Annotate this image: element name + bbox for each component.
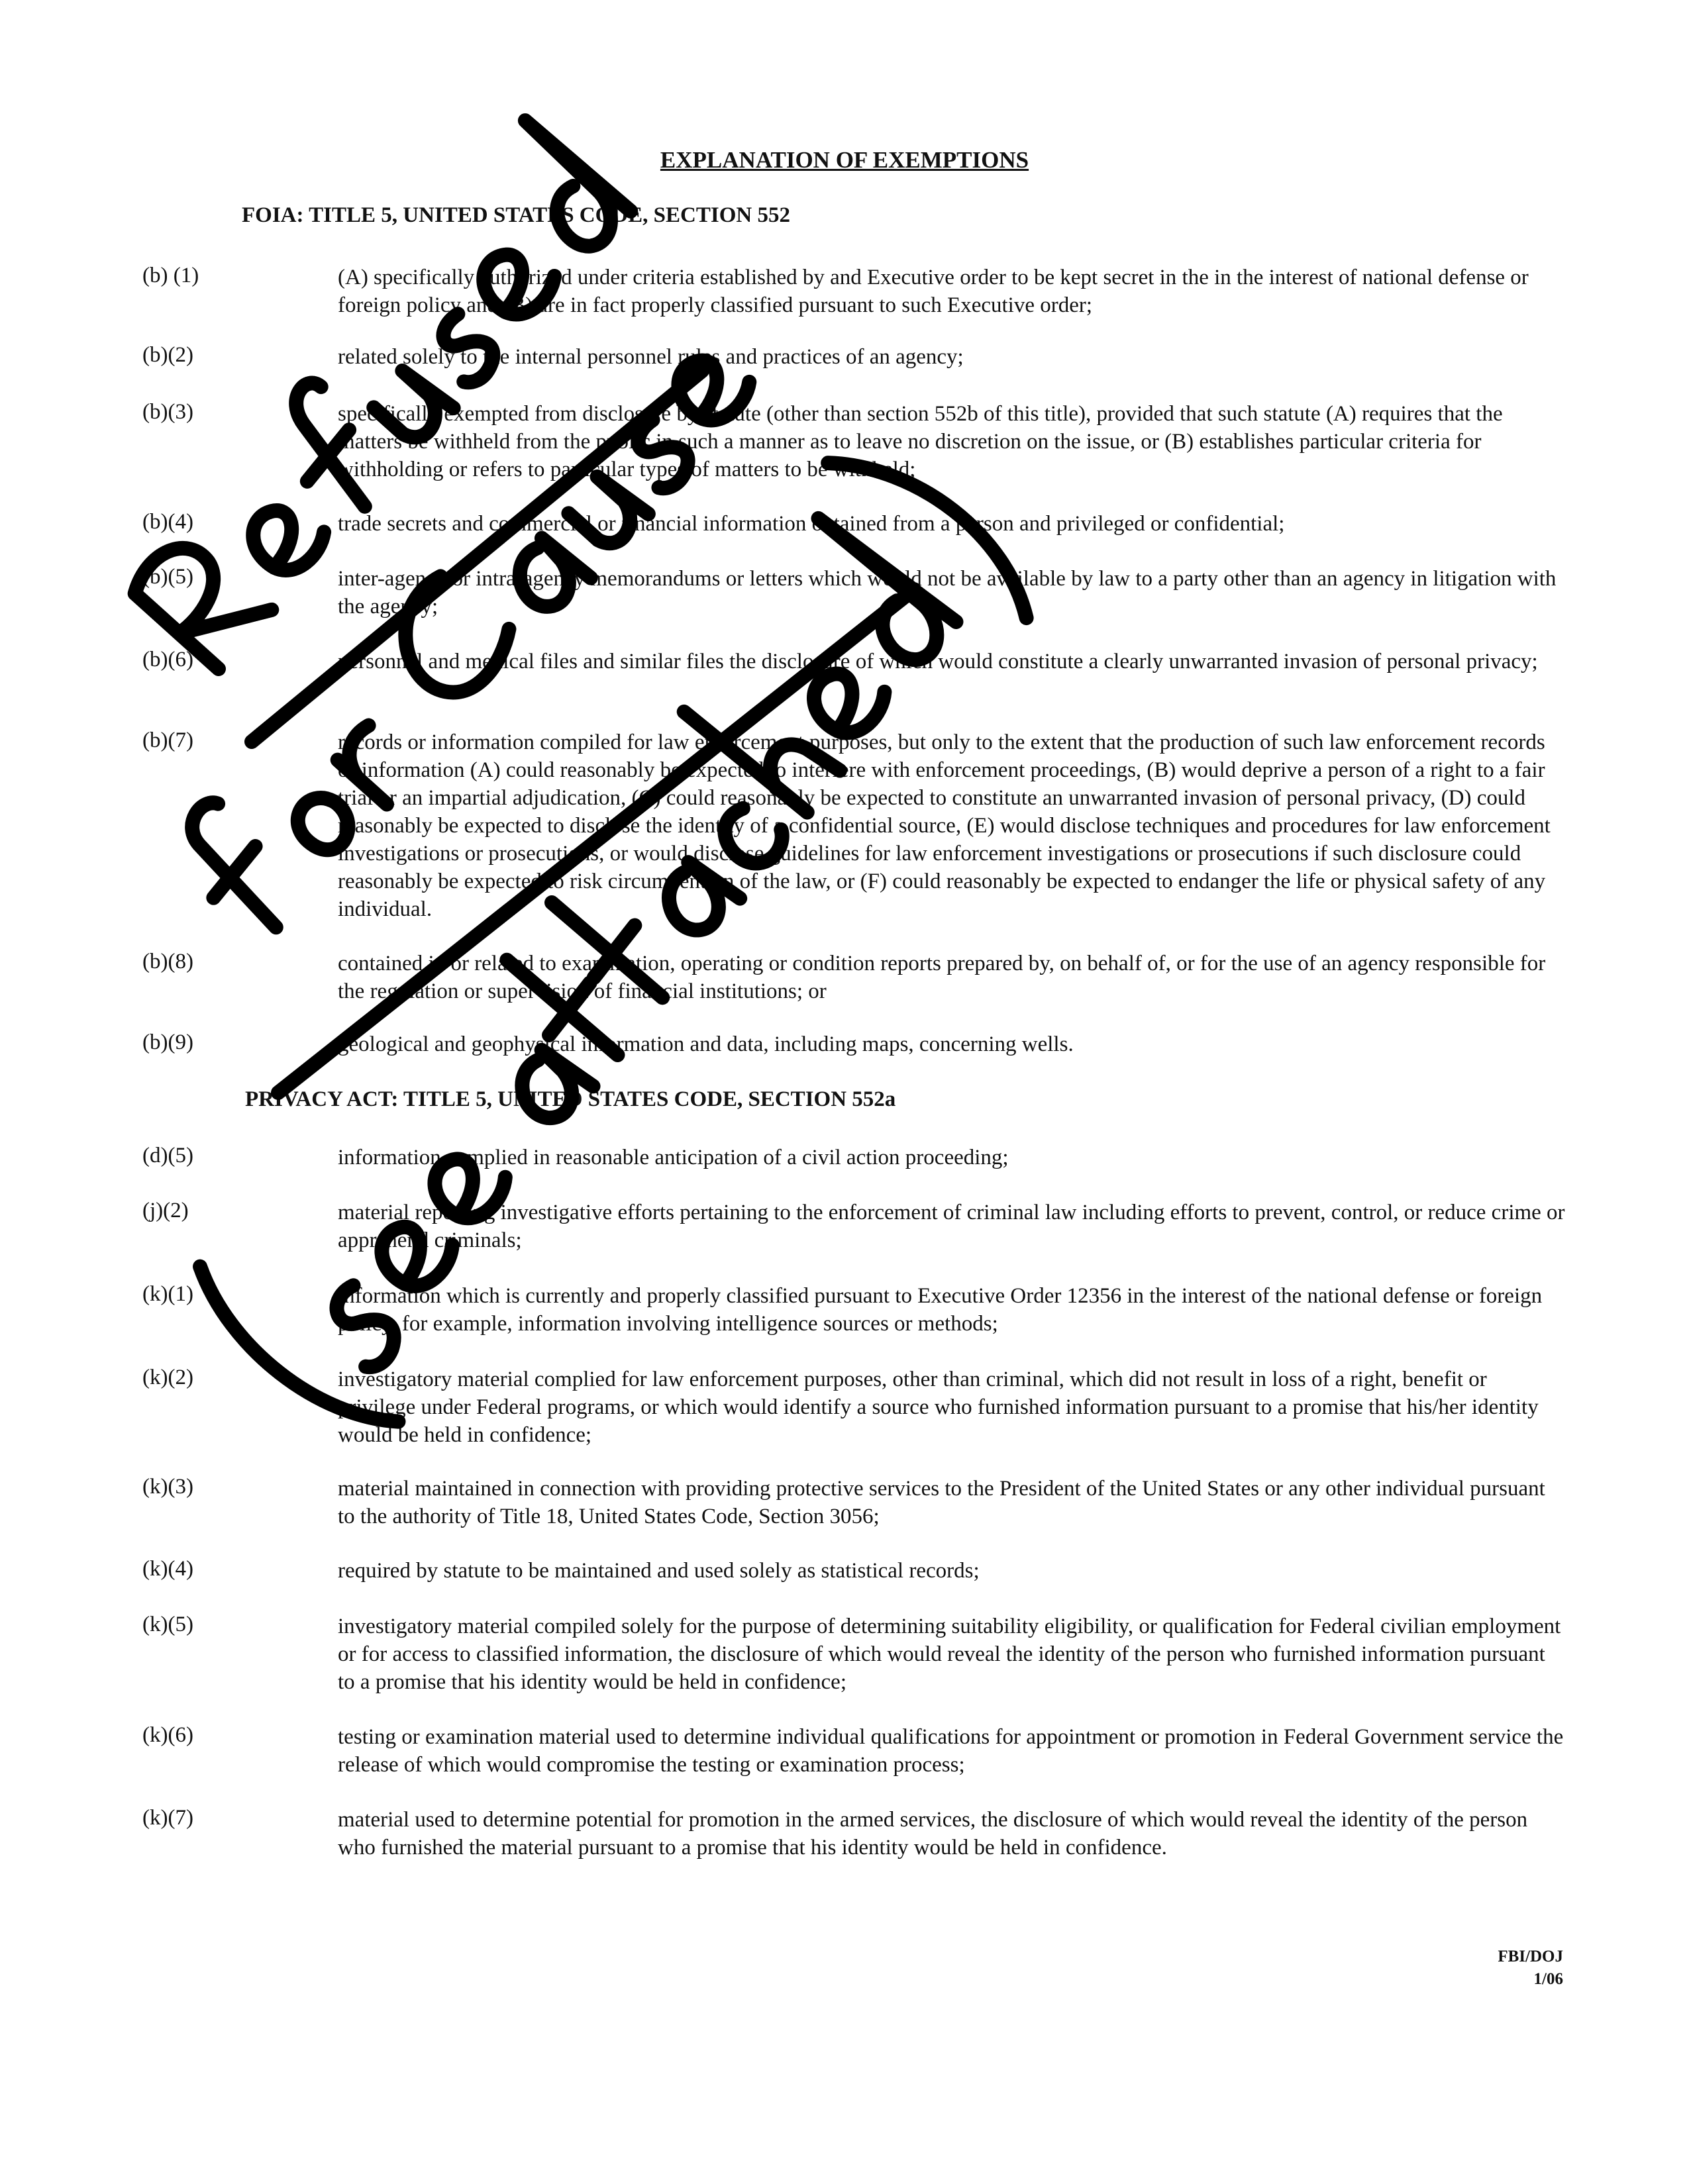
exemption-text: material reporting investigative efforts pertaining to the enforcement of criminal law including efforts to prevent, control, or reduce crime or apprehend criminals; <box>338 1201 1565 1252</box>
exemption-code: (k)(4) <box>142 1557 193 1581</box>
foia-heading: FOIA: TITLE 5, UNITED STATES CODE, SECTION 552 <box>242 203 790 227</box>
exemption-code: (k)(5) <box>142 1613 193 1636</box>
exemption-code: (k)(2) <box>142 1365 193 1389</box>
exemption-code: (d)(5) <box>142 1144 193 1167</box>
exemption-code: (b)(4) <box>142 510 193 534</box>
exemption-code: (b)(7) <box>142 728 193 752</box>
document-title: EXPLANATION OF EXEMPTIONS <box>660 147 1029 173</box>
exemption-text: testing or examination material used to determine individual qualifications for appointment or promotion in Federal Government service the release of which would compromise the testing or examination process; <box>338 1725 1564 1777</box>
exemption-text: information which is currently and properly classified pursuant to Executive Order 12356 in the interest of the national defense or foreign policy, for example, information involving intelligence sources or methods; <box>338 1284 1543 1336</box>
exemption-code: (b)(2) <box>142 343 193 367</box>
exemption-text: inter-agency or intra-agency memorandums or letters which would not be available by law to a party other than an agency in litigation with the agency; <box>338 567 1557 619</box>
exemption-code: (k)(7) <box>142 1806 193 1830</box>
form-footer <box>1498 1946 1563 1991</box>
exemption-text: contained in or related to examination, operating or condition reports prepared by, on behalf of, or for the use of an agency responsible for the regulation or supervision of financial institutions; or <box>338 952 1546 1003</box>
exemption-text: information complied in reasonable anticipation of a civil action proceeding; <box>338 1146 1009 1169</box>
exemption-code: (b)(8) <box>142 950 193 973</box>
exemption-text: personnel and medical files and similar files the disclosure of which would constitute a clearly unwarranted invasion of personal privacy; <box>338 650 1538 673</box>
exemption-text: material maintained in connection with providing protective services to the President of the United States or any other individual pursuant to the authority of Title 18, United States Code, Section 3056; <box>338 1477 1545 1528</box>
exemption-code: (b)(3) <box>142 400 193 424</box>
footer-agency: FBI/DOJ <box>1498 1948 1563 1965</box>
exemption-text: investigatory material complied for law enforcement purposes, other than criminal, which did not result in loss of a right, benefit or privilege under Federal programs, or which would identify a source who furnished information pursuant to a promise that his/her identity would be held in confidence; <box>338 1367 1539 1447</box>
exemption-text: material used to determine potential for promotion in the armed services, the disclosure of which would reveal the identity of the person who furnished the material pursuant to a promise that his identity would be held in confidence. <box>338 1808 1528 1860</box>
exemption-code: (k)(6) <box>142 1723 193 1747</box>
exemption-code: (k)(1) <box>142 1282 193 1306</box>
footer-date: 1/06 <box>1533 1970 1563 1988</box>
exemption-code: (b) (1) <box>142 264 199 287</box>
exemption-text: specifically exempted from disclosure by statute (other than section 552b of this title), provided that such statute (A) requires that the matters be withheld from the public in such a manner as to leave no discretion on the issue, or (B) establishes particular criteria for withholding or refers to particular types of matters to be withheld; <box>338 402 1503 481</box>
exemption-text: trade secrets and commercial or financial information obtained from a person and privileged or confidential; <box>338 512 1285 536</box>
exemption-text: (A) specifically authorized under criteria established by and Executive order to be kept secret in the in the interest of national defense or foreign policy and (B) are in fact properly classified pursuant to such Executive order; <box>338 266 1529 317</box>
exemption-text: records or information compiled for law enforcement purposes, but only to the extent that the production of such law enforcement records or information (A) could reasonably be expected to interfere with enforcement proceedings, (B) would deprive a person of a right to a fair trial or an impartial adjudication, (C) could reasonably be expected to constitute an unwarranted invasion of personal privacy, (D) could reasonably be expected to disclose the identity of a confidential source, (E) would disclose techniques and procedures for law enforcement investigations or prosecutions, or would disclose guidelines for law enforcement investigations or prosecutions if such disclosure could reasonably be expected to risk circumvention of the law, or (F) could reasonably be expected to endanger the life or physical safety of any individual. <box>338 730 1551 921</box>
privacy-act-heading: PRIVACY ACT: TITLE 5, UNITED STATES CODE, SECTION 552a <box>245 1087 896 1111</box>
exemption-code: (b)(6) <box>142 648 193 671</box>
exemption-code: (k)(3) <box>142 1475 193 1499</box>
exemption-text: geological and geophysical information and data, including maps, concerning wells. <box>338 1032 1074 1056</box>
exemption-code: (b)(9) <box>142 1030 193 1054</box>
exemption-code: (j)(2) <box>142 1199 189 1222</box>
exemption-code: (b)(5) <box>142 565 193 589</box>
exemption-text: related solely to the internal personnel rules and practices of an agency; <box>338 345 964 369</box>
exemption-text: required by statute to be maintained and used solely as statistical records; <box>338 1559 980 1583</box>
exemption-text: investigatory material compiled solely for the purpose of determining suitability eligibility, or qualification for Federal civilian employment or for access to classified information, the disclosure of which would reveal the identity of the person who furnished information pursuant to a promise that his identity would be held in confidence; <box>338 1614 1561 1694</box>
